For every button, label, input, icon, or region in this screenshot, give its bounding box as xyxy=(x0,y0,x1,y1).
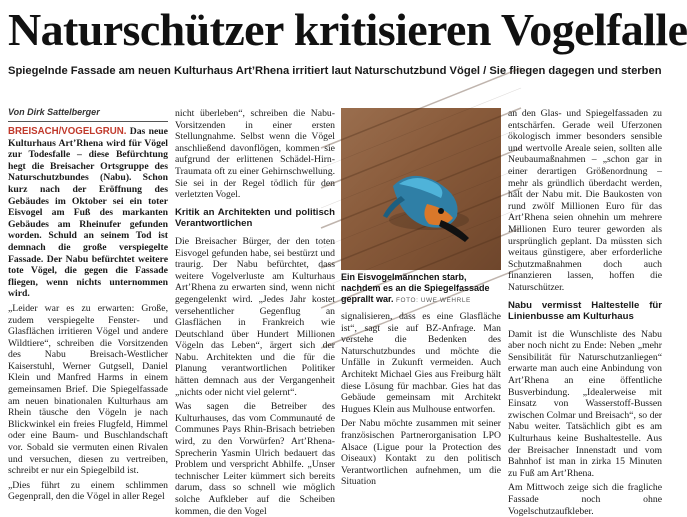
paragraph: „Leider war es zu erwarten: Große, zudem verspiegelte Fenster- und Glasflächen irritieren Vögel und andere Wildtiere“, schreiben die Vorsitzenden des Nabu Breisach-Westlicher Kaiserstuhl, Werner Gutgsell, Daniel Klein und Manfred Harms in einem gemeinsamen Brief. Die Spiegelfassade am neuen binationalen Kulturhaus am Rhein täusche den Vögeln je nach Blickwinkel ein freies Flugfeld, Himmel oder eine Baum- und Buschlandschaft vor. Sobald sie vermuten einen Rivalen und versuchen, diesen zu vertreiben, schreibt er nur ein Spiegelbild ist. xyxy=(8,302,168,477)
paragraph: Was sagen die Betreiber des Kulturhauses, das vom Communauté de Communes Pays Rhin-Brisach betrieben wird, zu den Vorwürfen? Art’Rhena-Sprecherin Yasmin Ulrich bedauert das Problem und verspricht Abhilfe. „Unser technischer Leiter kümmert sich bereits darum, dass so schnell wie möglich solche Aufkleber auf die Scheiben kommen, die den Vogel xyxy=(175,401,335,517)
section-subtitle: Nabu vermisst Haltestelle für Linienbusse am Kulturhaus xyxy=(508,299,662,323)
photo-credit: FOTO: UWE WEHRLE xyxy=(396,296,471,304)
headline: Naturschützer kritisieren Vogelfalle xyxy=(8,4,687,55)
caption-text: Ein Eisvogelmännchen starb, nachdem es an die Spiegelfassade geprallt war. xyxy=(341,272,490,304)
article-column-3 xyxy=(341,311,501,488)
section-subtitle: Kritik an Architekten und politisch Verantwortlichen xyxy=(175,206,335,230)
paragraph: Der Nabu möchte zusammen mit seiner französischen Partnerorganisation LPO Alsace (Ligue pour la Protection des Oiseaux) Kontakt zu den politisch Verantwortlichen aufnehmen, um die Situation xyxy=(341,418,501,488)
lead-paragraph xyxy=(8,126,168,300)
kingfisher-photo xyxy=(341,108,501,270)
article-column-2 xyxy=(175,108,335,517)
paragraph: an den Glas- und Spiegelfassaden zu entschärfen. Gerade weil Uferzonen ökologisch immer besonders sensible und wertvolle Areale seien, sollten alle Neubaumaßnahmen – „schon gar in einer derartigen Größenordnung – mehr als gründlich überdacht werden, hält der Nabu mit. Die Baukosten von rund zwölf Millionen Euro für das Art’Rhena seien ohnehin um mehrere Millionen Euro teurer geworden als ursprünglich geplant. Da müssten sich weitaus günstigere, aber erforderliche Schutzmaßnahmen doch auch finanzieren lassen, hoffen die Naturschützer. xyxy=(508,108,662,293)
article-column-4 xyxy=(508,108,662,517)
paragraph: Die Breisacher Bürger, der den toten Eisvogel gefunden habe, sei bestürzt und traurig. Der Nabu befürchtet, dass weitere Vogelverluste am Kulturhaus Art’Rhena zu erwarten sind, wenn nicht gegengelenkt wird. „Jedes Jahr kostet versehentlicher Gegenflug an Glasflächen in Frankreich wie Deutschland über Hundert Millionen Vögeln das Leben“, ärgert sich der Nabu. Architekten und die für die Planung verantwortlichen Politiker hätten demnach aus der Vergangenheit „nichts oder nicht viel gelernt“. xyxy=(175,235,335,398)
byline: Von Dirk Sattelberger xyxy=(8,107,168,122)
paragraph: Damit ist die Wunschliste des Nabu aber noch nicht zu Ende: Neben „mehr Sensibilität für Naturschutzanliegen“ erwarte man auch eine Anbindung von Art’Rhena an eine öffentliche Busverbindung. „Idealerweise mit Einsatz von Wasserstoff-Bussen zwischen Colmar und Breisach“, so der Nabu weiter. Tatsächlich gibt es am Kulturhaus keine Bushaltestelle. Aus der Breisacher Innenstadt und vom Bahnhof ist man in zirka 15 Minuten zu Fuß am Art’Rhena. xyxy=(508,328,662,479)
photo-caption xyxy=(341,272,501,306)
article-column-1 xyxy=(8,126,168,503)
subheadline: Spiegelnde Fassade am neuen Kulturhaus Art’Rhena irritiert laut Naturschutzbund Vögel / Sie fliegen dagegen und sterben xyxy=(8,65,662,77)
lead-text: Das neue Kulturhaus Art’Rhena wird für Vögel zur Todesfalle – diese Befürchtung hegt die Breisacher Ortsgruppe des Naturschutzbundes (Nabu). Schon kurz nach der Eröffnung des Gebäudes im Oktober sei ein toter Eisvogel am Fuß des markanten Gebäudes am Rheinufer gefunden worden. Schuld an seinem Tod ist demnach die große verspiegelte Fassade. Der Nabu befürchtet weitere tote Vögel, die gegen die Fassade fliegen, wenn nichts unternommen wird. xyxy=(8,126,168,300)
dead-kingfisher-illustration xyxy=(341,108,501,270)
paragraph: Am Mittwoch zeige sich die fragliche Fassade noch ohne Vogelschutzaufkleber. xyxy=(508,482,662,517)
paragraph: „Dies führt zu einem schlimmen Gegenprall, den die Vögel in aller Regel xyxy=(8,479,168,503)
paragraph: signalisieren, dass es eine Glasfläche ist“, sagt sie auf BZ-Anfrage. Man verstehe die Bedenken des Naturschutzbundes und möchte die Unfälle in Zukunft vermeiden. Auch Architekt Michael Gies aus Freiburg hält diese Lösung für machbar. Gies hat das Gebäude gemeinsam mit Architekt Hugues Klein aus Mulhouse entworfen. xyxy=(341,311,501,415)
paragraph: nicht überleben“, schreiben die Nabu-Vorsitzenden in einer ersten Stellungnahme. Selbst wenn die Vögel anschließend davonflögen, kommen sie aufgrund der erlittenen Schädel-Hirn-Traumata oft zu einer Gehirnschwellung. Sie sei in der Regel tödlich für den verletzten Vogel. xyxy=(175,108,335,201)
dateline: BREISACH/VOGELGRUN. xyxy=(8,126,127,137)
